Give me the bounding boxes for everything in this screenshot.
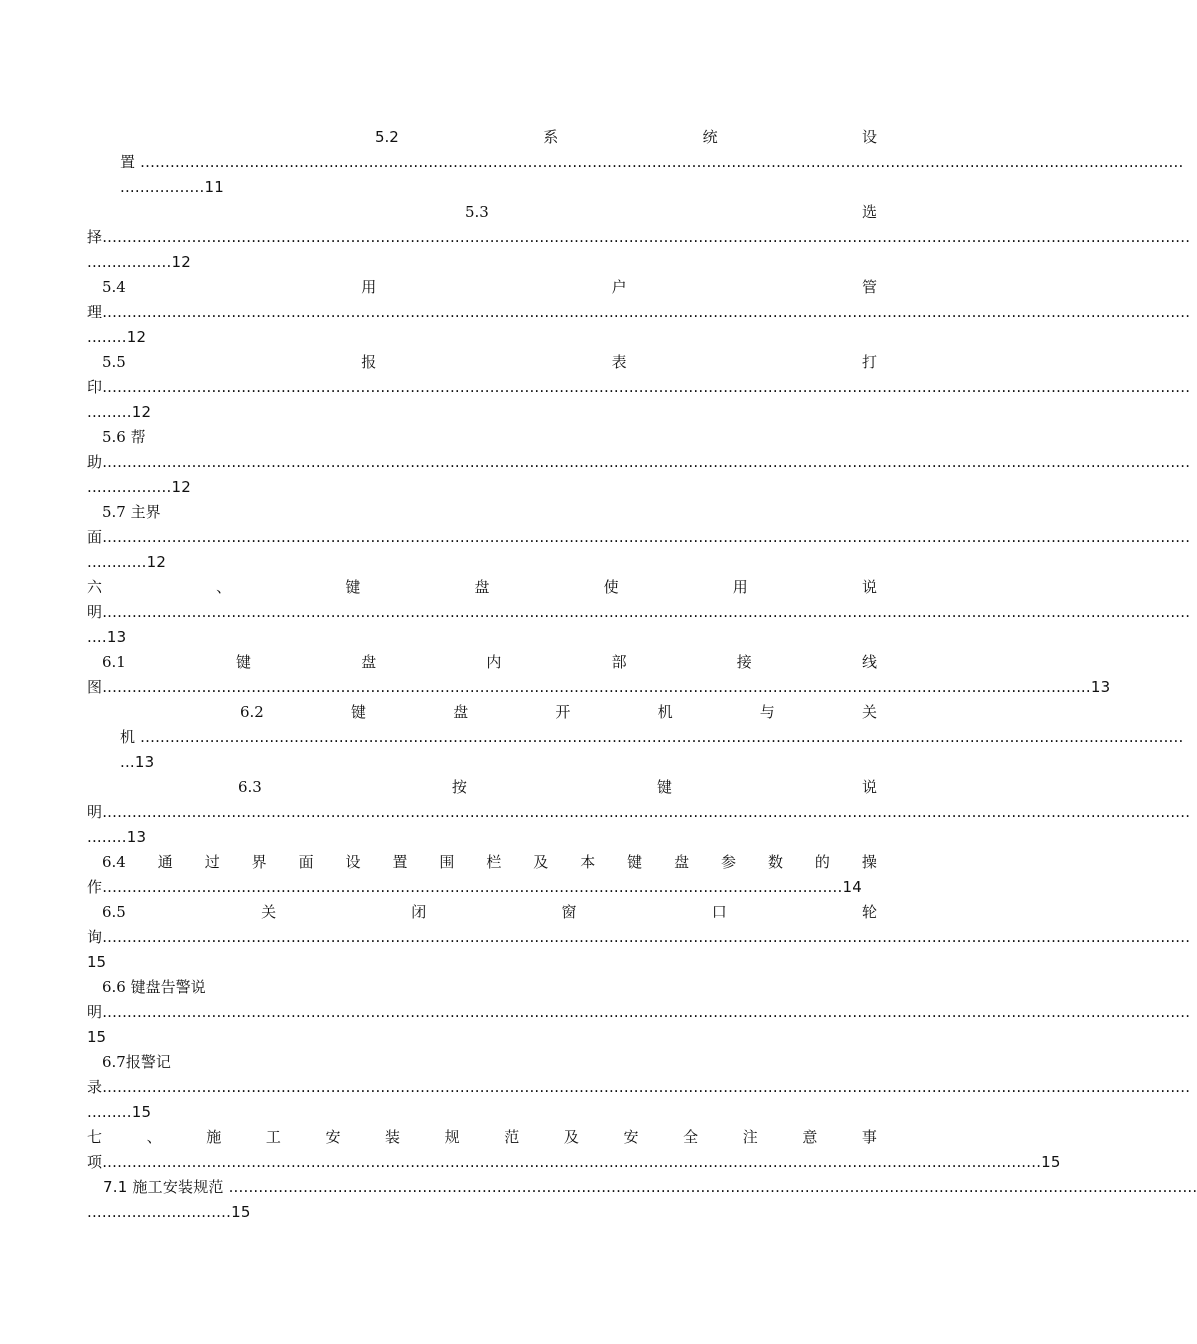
page-number: 15 (131, 1103, 152, 1121)
toc-entry-5-3-page: .................12 (87, 253, 191, 271)
toc-entry-6-7-page: .........15 (87, 1103, 152, 1121)
toc-chapter-6-page: ....13 (87, 628, 127, 646)
toc-chapter-7-heading: 七 、 施 工 安 装 规 范 及 安 全 注 意 事 (87, 1128, 877, 1146)
toc-entry-6-6-page: 15 (87, 1028, 107, 1046)
toc-entry-5-2-leader: 置 .................................................................................................................................................................................................................. (120, 153, 1184, 171)
toc-entry-5-7-heading: 5.7 主界 (102, 503, 161, 521)
toc-entry-5-3-leader: 择........................................................................................................................................................................................................................... (87, 228, 1191, 246)
toc-entry-6-3-heading: 6.3 按 键 说 (238, 778, 877, 796)
toc-entry-6-5-leader: 询........................................................................................................................................................................................................................... (87, 928, 1191, 946)
page-number: 13 (126, 828, 147, 846)
toc-entry-5-4-heading: 5.4 用 户 管 (102, 278, 877, 296)
page-number: 12 (126, 328, 147, 346)
toc-entry-5-3-heading: 5.3 选 (465, 203, 877, 221)
page-number: 15 (231, 1203, 251, 1221)
toc-entry-6-7-heading: 6.7报警记 (102, 1053, 171, 1071)
toc-entry-7-1-leader: 7.1 施工安装规范 ................................................................................................................................................................................................... (103, 1178, 1197, 1196)
toc-entry-5-4-leader: 理........................................................................................................................................................................................................................... (87, 303, 1191, 321)
page-number: 13 (1090, 678, 1111, 696)
toc-entry-5-5-page: .........12 (87, 403, 152, 421)
page-number: 12 (171, 478, 191, 496)
toc-entry-6-4-leader: 作.....................................................................................................................................................14 (87, 878, 862, 896)
toc-entry-6-4-heading: 6.4 通 过 界 面 设 置 围 栏 及 本 键 盘 参 数 的 操 (102, 853, 877, 871)
toc-chapter-6-leader: 明........................................................................................................................................................................................................................... (87, 603, 1191, 621)
toc-entry-6-3-leader: 明........................................................................................................................................................................................................................... (87, 803, 1191, 821)
toc-entry-6-5-heading: 6.5 关 闭 窗 口 轮 (102, 903, 877, 921)
toc-entry-5-2-page: .................11 (120, 178, 224, 196)
page-number: 13 (134, 753, 155, 771)
toc-entry-6-1-leader: 图.......................................................................................................................................................................................................13 (87, 678, 1111, 696)
toc-entry-5-5-heading: 5.5 报 表 打 (102, 353, 877, 371)
toc-entry-6-2-heading: 6.2 键 盘 开 机 与 关 (240, 703, 877, 721)
toc-entry-5-6-heading: 5.6 帮 (102, 428, 146, 446)
page-number: 12 (171, 253, 191, 271)
toc-entry-6-3-page: ........13 (87, 828, 147, 846)
toc-entry-5-6-page: .................12 (87, 478, 191, 496)
toc-entry-5-5-leader: 印........................................................................................................................................................................................................................... (87, 378, 1191, 396)
toc-entry-6-6-heading: 6.6 键盘告警说 (102, 978, 206, 996)
toc-chapter-6-heading: 六 、 键 盘 使 用 说 (87, 578, 877, 596)
toc-entry-6-6-leader: 明........................................................................................................................................................................................................................... (87, 1003, 1191, 1021)
toc-entry-6-7-leader: 录........................................................................................................................................................................................................................... (87, 1078, 1191, 1096)
page-number: 11 (204, 178, 224, 196)
toc-entry-5-2-heading: 5.2 系 统 设 (375, 125, 877, 150)
toc-entry-6-2-leader: 机 .................................................................................................................................................................................................................. (120, 728, 1184, 746)
page-number: 14 (842, 878, 862, 896)
page-number: 15 (1041, 1153, 1061, 1171)
toc-entry-6-5-page: 15 (87, 953, 107, 971)
toc-entry-6-1-heading: 6.1 键 盘 内 部 接 线 (102, 653, 877, 671)
toc-section-number: 5.2 (375, 128, 399, 146)
page-number: 12 (146, 553, 167, 571)
toc-entry-5-7-leader: 面........................................................................................................................................................................................................................... (87, 528, 1191, 546)
toc-entry-5-4-page: ........12 (87, 328, 147, 346)
page-number: 12 (131, 403, 152, 421)
toc-chapter-7-leader: 项.............................................................................................................................................................................................15 (87, 1153, 1061, 1171)
toc-entry-7-1-page: .............................15 (87, 1203, 251, 1221)
toc-entry-5-6-leader: 助........................................................................................................................................................................................................................... (87, 453, 1191, 471)
toc-entry-5-7-page: ............12 (87, 553, 167, 571)
page-number: 13 (106, 628, 127, 646)
toc-entry-6-2-page: ...13 (120, 753, 155, 771)
